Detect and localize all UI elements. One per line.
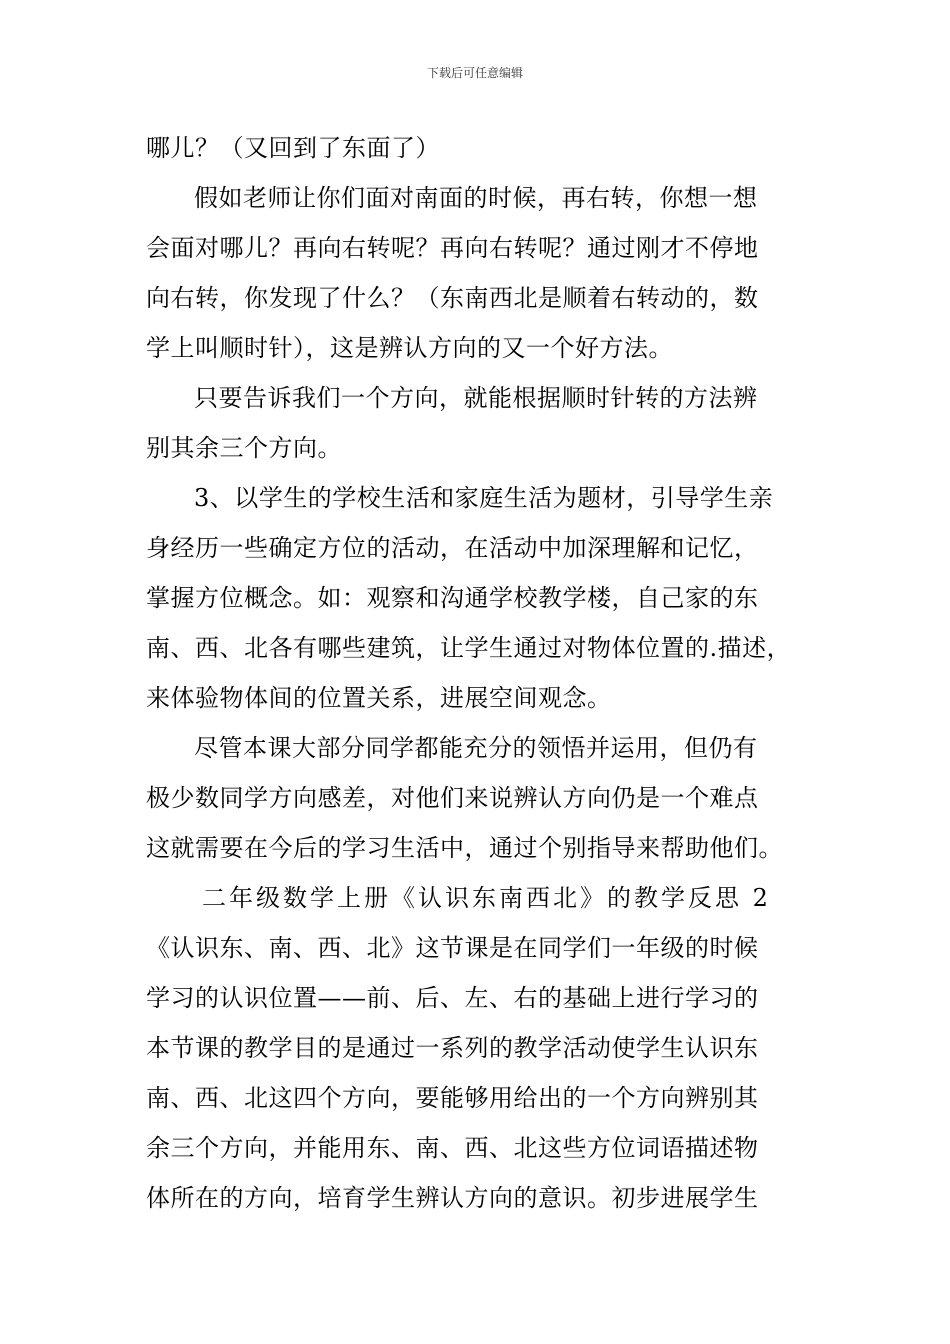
paragraph-first-line: 只要告诉我们一个方向，就能根据顺时针转的方法辨	[194, 384, 758, 412]
text-line: 哪儿？（又回到了东面了）	[146, 134, 440, 162]
page-header: 下载后可任意编辑	[426, 66, 523, 80]
text-line: 本节课的教学目的是通过一系列的教学活动使学生认识东	[146, 1034, 759, 1062]
text-line: 极少数同学方向感差，对他们来说辨认方向仍是一个难点	[146, 784, 759, 812]
text-line: 身经历一些确定方位的活动，在活动中加深理解和记忆，	[146, 534, 759, 562]
text-line: 体所在的方向，培育学生辨认方向的意识。初步进展学生	[146, 1184, 759, 1212]
text-line: 掌握方位概念。如：观察和沟通学校教学楼，自己家的东	[146, 584, 759, 612]
paragraph-first-line: 3、以学生的学校生活和家庭生活为题材，引导学生亲	[194, 484, 774, 512]
text-line: 别其余三个方向。	[146, 434, 342, 462]
text-line: 南、西、北这四个方向，要能够用给出的一个方向辨别其	[146, 1084, 759, 1112]
section-title: 二年级数学上册《认识东南西北》的教学反思 2	[202, 884, 771, 912]
text-line: 《认识东、南、西、北》这节课是在同学们一年级的时候	[146, 934, 759, 962]
paragraph-first-line: 假如老师让你们面对南面的时候，再右转，你想一想	[194, 184, 758, 212]
document-body	[146, 123, 826, 1223]
text-line: 学上叫顺时针），这是辨认方向的又一个好方法。	[146, 334, 673, 362]
text-line: 向右转，你发现了什么？（东南西北是顺着右转动的，数	[146, 284, 759, 312]
text-line: 会面对哪儿？再向右转呢？再向右转呢？通过刚才不停地	[146, 234, 759, 262]
text-line: 余三个方向，并能用东、南、西、北这些方位词语描述物	[146, 1134, 759, 1162]
text-line: 这就需要在今后的学习生活中，通过个别指导来帮助他们。	[146, 834, 783, 862]
paragraph-first-line: 尽管本课大部分同学都能充分的领悟并运用，但仍有	[194, 734, 758, 762]
text-line: 学习的认识位置——前、后、左、右的基础上进行学习的	[146, 984, 759, 1012]
text-line: 来体验物体间的位置关系，进展空间观念。	[146, 684, 612, 712]
text-line: 南、西、北各有哪些建筑，让学生通过对物体位置的.描述，	[146, 634, 792, 662]
